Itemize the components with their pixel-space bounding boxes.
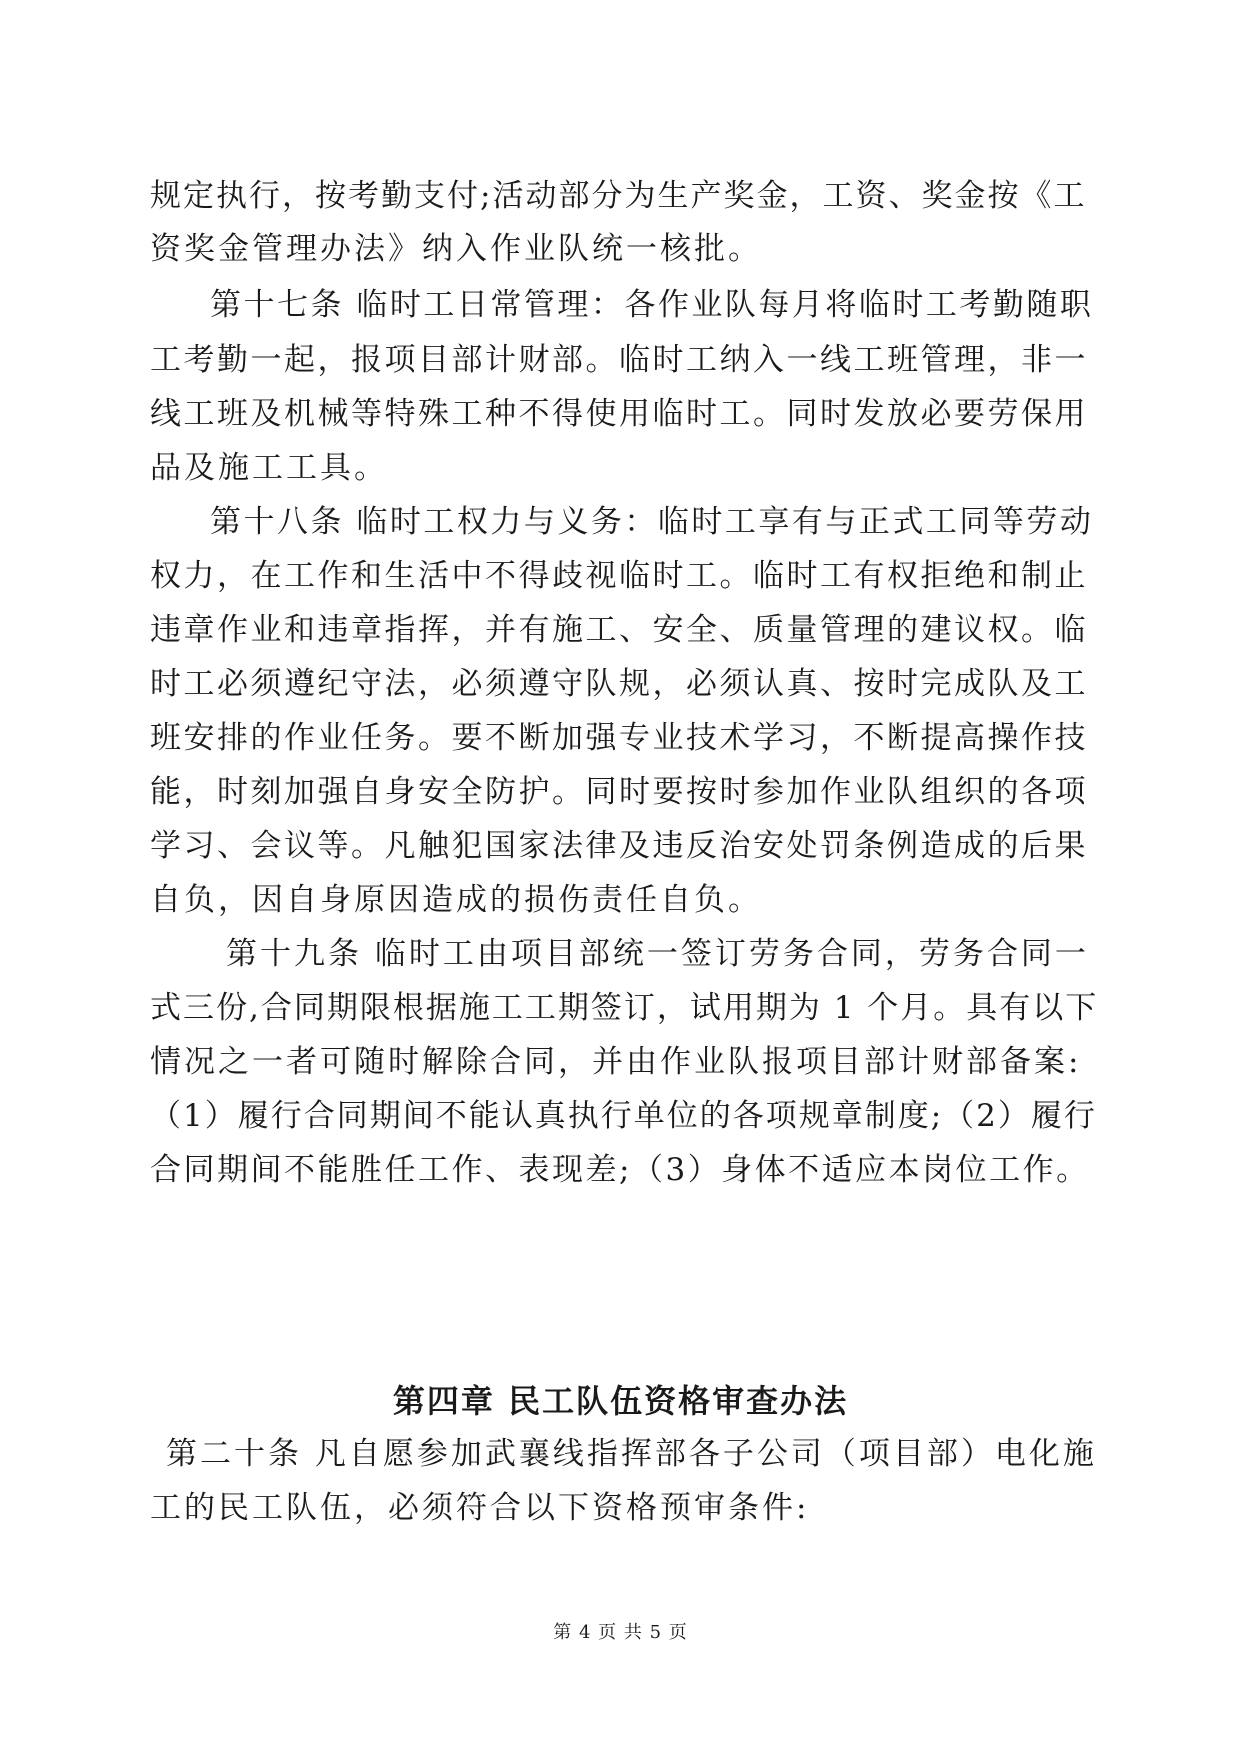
text-line: 规定执行，按考勤支付;活动部分为生产奖金，工资、奖金按《工 [150, 178, 1087, 214]
text-line: 情况之一者可随时解除合同，并由作业队报项目部计财部备案: [150, 1044, 1082, 1080]
text-line: （1）履行合同期间不能认真执行单位的各项规章制度;（2）履行 [150, 1098, 1097, 1134]
text-line: 违章作业和违章指挥，并有施工、安全、质量管理的建议权。临 [150, 612, 1088, 648]
text-line: 资奖金管理办法》纳入作业队统一核批。 [150, 231, 762, 267]
text-line: 自负，因自身原因造成的损伤责任自负。 [150, 882, 762, 918]
text-line: 式三份,合同期限根据施工工期签订，试用期为 1 个月。具有以下 [150, 990, 1099, 1026]
page-number-footer: 第 4 页 共 5 页 [553, 1622, 688, 1643]
text-line: 时工必须遵纪守法，必须遵守队规，必须认真、按时完成队及工 [150, 666, 1088, 702]
article-20-start: 第二十条 凡自愿参加武襄线指挥部各子公司（项目部）电化施 [166, 1436, 1097, 1472]
article-17-start: 第十七条 临时工日常管理：各作业队每月将临时工考勤随职 [210, 287, 1094, 323]
text-line: 学习、会议等。凡触犯国家法律及违反治安处罚条例造成的后果 [150, 828, 1088, 864]
text-line: 权力，在工作和生活中不得歧视临时工。临时工有权拒绝和制止 [150, 558, 1088, 594]
text-line: 工的民工队伍，必须符合以下资格预审条件: [150, 1490, 810, 1526]
article-19-start: 第十九条 临时工由项目部统一签订劳务合同，劳务合同一 [226, 936, 1089, 972]
text-line: 品及施工工具。 [150, 450, 388, 486]
text-line: 能，时刻加强自身安全防护。同时要按时参加作业队组织的各项 [150, 774, 1088, 810]
article-18-start: 第十八条 临时工权力与义务：临时工享有与正式工同等劳动 [210, 504, 1094, 540]
chapter-heading: 第四章 民工队伍资格审查办法 [392, 1382, 849, 1420]
text-line: 工考勤一起，报项目部计财部。临时工纳入一线工班管理，非一 [150, 342, 1088, 378]
text-line: 班安排的作业任务。要不断加强专业技术学习，不断提高操作技 [150, 720, 1088, 756]
text-line: 线工班及机械等特殊工种不得使用临时工。同时发放必要劳保用 [150, 396, 1088, 432]
text-line: 合同期间不能胜任工作、表现差;（3）身体不适应本岗位工作。 [150, 1152, 1090, 1188]
